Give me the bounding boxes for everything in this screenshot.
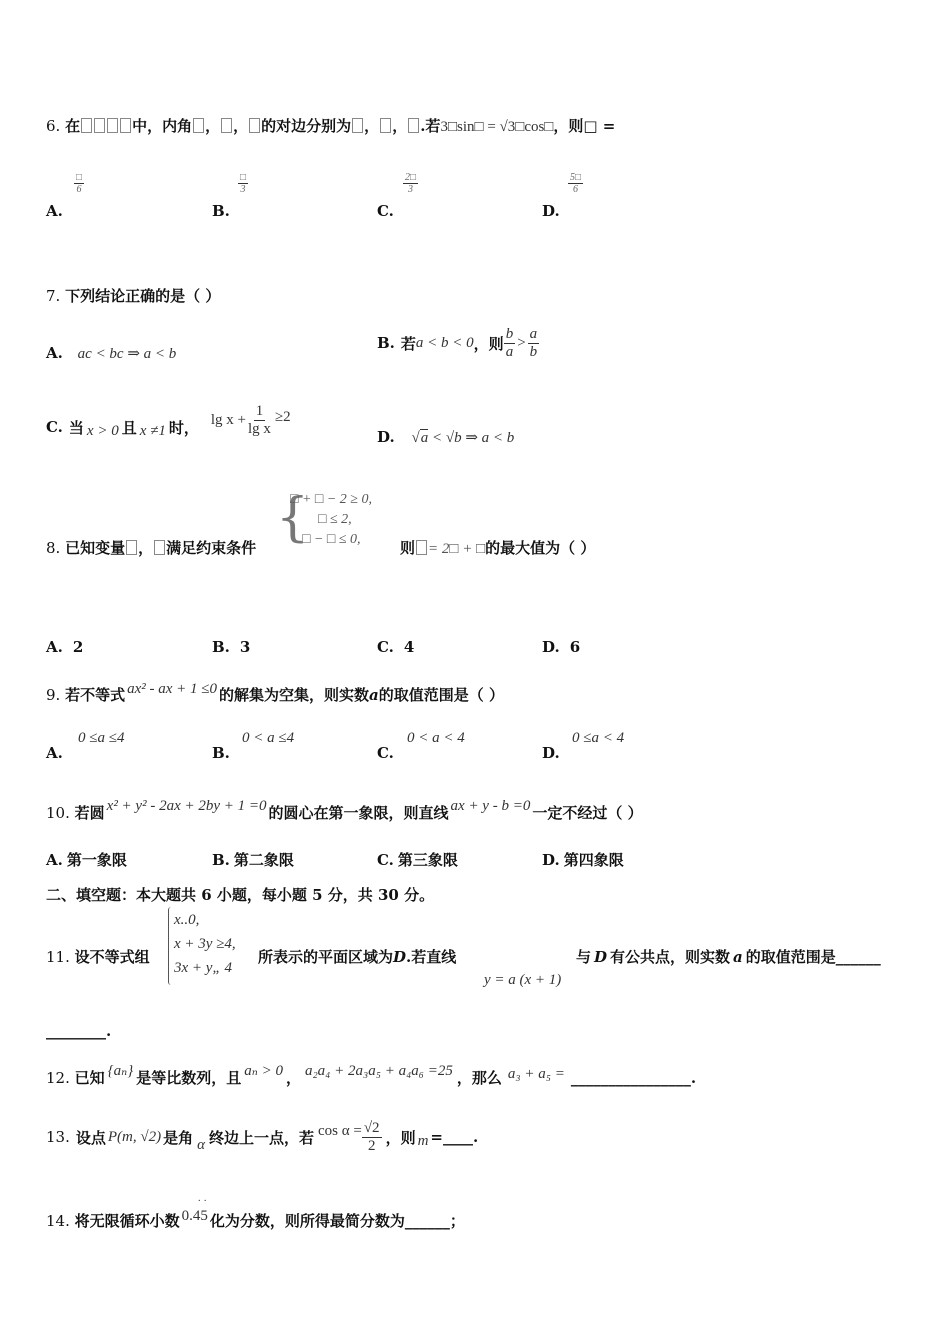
q7-text: 时，	[168, 418, 199, 437]
placeholder-glyph	[126, 540, 137, 555]
q9-number: 9.	[46, 686, 61, 704]
placeholder-glyph	[352, 118, 363, 133]
q11-var-d: D	[594, 948, 608, 966]
q9-inequality: ax² - ax + 1 ≤0	[127, 681, 218, 697]
q8-constraint-brace: {	[276, 488, 310, 548]
q14-number: 14.	[46, 1212, 70, 1230]
q10-option-b: B. 第二象限	[212, 851, 294, 869]
q10-text: 一定不经过（ ）	[532, 804, 643, 822]
q6-option-b-fraction: $\frac{□}{3}$	[240, 172, 247, 195]
q6-sep: ，	[392, 117, 408, 135]
q12-text: ，那么	[456, 1069, 502, 1087]
q13-cos: cos α =	[318, 1122, 362, 1139]
q7-option-d-label: D.	[377, 428, 395, 446]
q11-number: 11.	[46, 948, 70, 966]
q12-number: 12.	[46, 1069, 70, 1087]
q10-option-a: A. 第一象限	[46, 851, 127, 869]
q6-equation: 3□sin□ = √3□cos□	[440, 119, 554, 135]
placeholder-glyph	[380, 118, 391, 133]
q7-option-b	[377, 318, 539, 368]
q6-sep: ，	[233, 117, 249, 135]
q12-ask: a₃ + a₅ =	[507, 1066, 565, 1082]
q12-sequence: {aₙ}	[107, 1063, 134, 1079]
q12-answer-blank[interactable]: ________________.	[570, 1069, 697, 1087]
q7-option-c-cond1: x > 0	[86, 422, 119, 439]
q9-text: 的解集为空集，则实数	[219, 686, 370, 704]
q9-text: 若不等式	[65, 686, 126, 704]
q7-stem	[46, 285, 220, 306]
q6-option-c-fraction: $\frac{2□}{3}$	[405, 172, 417, 195]
q7-option-b-frac2: $\frac{a}{b}$	[529, 326, 538, 360]
q11-answer-blank[interactable]: ______	[835, 948, 881, 966]
q11-ineq-1: x..0,	[174, 912, 200, 928]
q11-stem-end	[576, 946, 881, 967]
q8-option-a: A. 2	[46, 638, 84, 656]
q10-circle-eq: x² + y² - 2ax + 2by + 1 =0	[106, 798, 267, 814]
q7-option-c-ge: ≥2	[274, 408, 291, 425]
q13-fraction: $\frac{√2}{2}$	[363, 1120, 380, 1154]
q8-number: 8.	[46, 539, 61, 557]
q7-option-c-cond2: x ≠1	[139, 422, 166, 439]
q11-text: 与	[576, 948, 592, 966]
q6-text: .若	[420, 117, 441, 135]
q7-option-a-math: ac < bc ⇒ a < b	[77, 346, 177, 362]
q12-stem	[46, 1063, 697, 1088]
q9-var: a	[369, 686, 379, 704]
q8-option-d: D. 6	[542, 638, 581, 656]
q14-repeat-dots: · ·	[197, 1196, 207, 1207]
section-heading-fill-in: 二、填空题：本大题共 6 小题，每小题 5 分，共 30 分。	[46, 886, 435, 904]
placeholder-glyph	[80, 117, 132, 135]
sqrt-symbol: √	[411, 430, 420, 446]
q7-text: 当	[68, 418, 84, 437]
q12-text: 是等比数列，且	[136, 1069, 242, 1087]
q7-text: 且	[121, 418, 137, 437]
q6-text: 在	[65, 117, 81, 135]
q11-line-eq: y = a (x + 1)	[484, 972, 562, 988]
q10-option-c: C. 第三象限	[377, 851, 458, 869]
q11-text: .若直线	[406, 948, 457, 966]
q7-option-d-math: < √b ⇒ a < b	[431, 430, 515, 446]
q6-text: ，则□ =	[553, 117, 616, 135]
q7-option-b-gt: >	[517, 334, 526, 351]
q13-number: 13.	[46, 1128, 70, 1146]
q6-stem	[46, 115, 615, 136]
q13-text: 是角	[163, 1128, 194, 1147]
q7-option-b-label: B.	[377, 334, 395, 352]
q8-stem	[46, 537, 256, 558]
q7-text: 下列结论正确的是（ ）	[65, 287, 221, 305]
q10-number: 10.	[46, 804, 70, 822]
q7-option-c-frac: $\frac{1}{\text{lg x}}$	[248, 403, 271, 437]
q13-answer-blank[interactable]: =____.	[430, 1128, 479, 1146]
q10-text: 的圆心在第一象限，则直线	[268, 804, 449, 822]
q6-text: 的对边分别为	[261, 117, 352, 135]
q11-text: 设不等式组	[74, 948, 150, 966]
q8-constraints	[290, 490, 372, 550]
q14-decimal: 0.45	[181, 1208, 208, 1224]
q13-text: 设点	[75, 1128, 106, 1147]
q7-option-b-cond: a < b < 0	[415, 334, 474, 351]
q14-answer-blank[interactable]: ______；	[404, 1212, 465, 1230]
q13-angle: α	[197, 1136, 205, 1153]
q8-text: 满足约束条件	[166, 539, 257, 557]
q9-stem	[46, 681, 505, 705]
q11-stem	[46, 946, 150, 967]
q6-sep: ，	[364, 117, 380, 135]
q6-sep: ，	[205, 117, 221, 135]
placeholder-glyph	[154, 540, 165, 555]
placeholder-glyph	[193, 118, 204, 133]
q6-option-c-label: C.	[377, 202, 394, 220]
q6-option-a-fraction: $\frac{□}{6}$	[76, 172, 83, 195]
q10-option-d: D. 第四象限	[542, 851, 624, 869]
q8-objective	[400, 537, 595, 558]
q12-text: 已知	[74, 1069, 105, 1087]
q11-brace	[168, 907, 171, 985]
q12-equation: a₂a₄ + 2a₃a₅ + a₄a₆ =25	[304, 1063, 453, 1079]
q7-option-d-sqrt-a: a	[420, 430, 429, 446]
q11-text: 所表示的平面区域为	[258, 948, 394, 966]
q11-ineq-2: x + 3y ≥4,	[174, 936, 236, 952]
q11-var-d: D	[393, 948, 407, 966]
q8-option-c: C. 4	[377, 638, 415, 656]
q14-text: 化为分数，则所得最简分数为	[209, 1212, 405, 1230]
q7-option-b-frac1: $\frac{b}{a}$	[505, 326, 514, 360]
q13-var: m	[417, 1132, 429, 1149]
q6-text: 中，内角	[132, 117, 193, 135]
q11-stem-cont	[258, 946, 456, 967]
q11-answer-blank-cont[interactable]: ________.	[46, 1022, 112, 1040]
q12-condition: aₙ > 0	[244, 1063, 283, 1079]
q8-objective-eq: = 2□ + □	[428, 541, 486, 557]
q10-text: 若圆	[74, 804, 105, 822]
q11-text: 有公共点，则实数	[610, 948, 731, 966]
q8-text: 的最大值为（ ）	[485, 539, 596, 557]
q14-text: 将无限循环小数	[74, 1212, 180, 1230]
q10-stem	[46, 798, 643, 823]
q7-option-c-lg: lg x +	[210, 411, 247, 428]
q11-ineq-3: 3x + y„ 4	[174, 960, 233, 976]
q6-option-d-label: D.	[542, 202, 560, 220]
q13-point: P(m, √2)	[107, 1128, 162, 1145]
q13-text: ，则	[385, 1128, 416, 1147]
q7-number: 7.	[46, 287, 61, 305]
q13-text: 终边上一点，若	[208, 1128, 314, 1147]
q7-option-a-label: A.	[46, 344, 63, 362]
q12-sep: ，	[285, 1069, 301, 1087]
placeholder-glyph	[416, 540, 427, 555]
q14-stem	[46, 1196, 465, 1231]
q8-option-b: B. 3	[212, 638, 251, 656]
q8-constraint-2: □ ≤ 2,	[318, 512, 352, 527]
q11-var-a: a	[733, 948, 743, 966]
q8-text: 则	[400, 539, 416, 557]
q8-constraint-1: □ + □ − 2 ≥ 0,	[290, 492, 372, 507]
q7-option-d	[377, 428, 514, 447]
q8-text: 已知变量	[65, 539, 126, 557]
q8-sep: ，	[138, 539, 154, 557]
q6-option-a-label: A.	[46, 202, 63, 220]
placeholder-glyph	[408, 118, 419, 133]
q7-option-a	[46, 344, 176, 363]
q7-text: ，则	[473, 334, 504, 353]
placeholder-glyph	[221, 118, 232, 133]
q10-line-eq: ax + y - b =0	[450, 798, 531, 814]
q8-constraint-3: □ − □ ≤ 0,	[302, 532, 361, 547]
q11-text: 的取值范围是	[745, 948, 836, 966]
q7-option-c	[46, 402, 291, 452]
q9-text: 的取值范围是（ ）	[378, 686, 505, 704]
q6-option-b-label: B.	[212, 202, 230, 220]
placeholder-glyph	[249, 118, 260, 133]
q6-number: 6.	[46, 117, 61, 135]
q7-text: 若	[400, 334, 416, 353]
q6-option-d-fraction: $\frac{5□}{6}$	[570, 172, 582, 195]
q13-stem	[46, 1112, 478, 1162]
q7-option-c-label: C.	[46, 418, 63, 436]
q11-system	[174, 908, 236, 980]
